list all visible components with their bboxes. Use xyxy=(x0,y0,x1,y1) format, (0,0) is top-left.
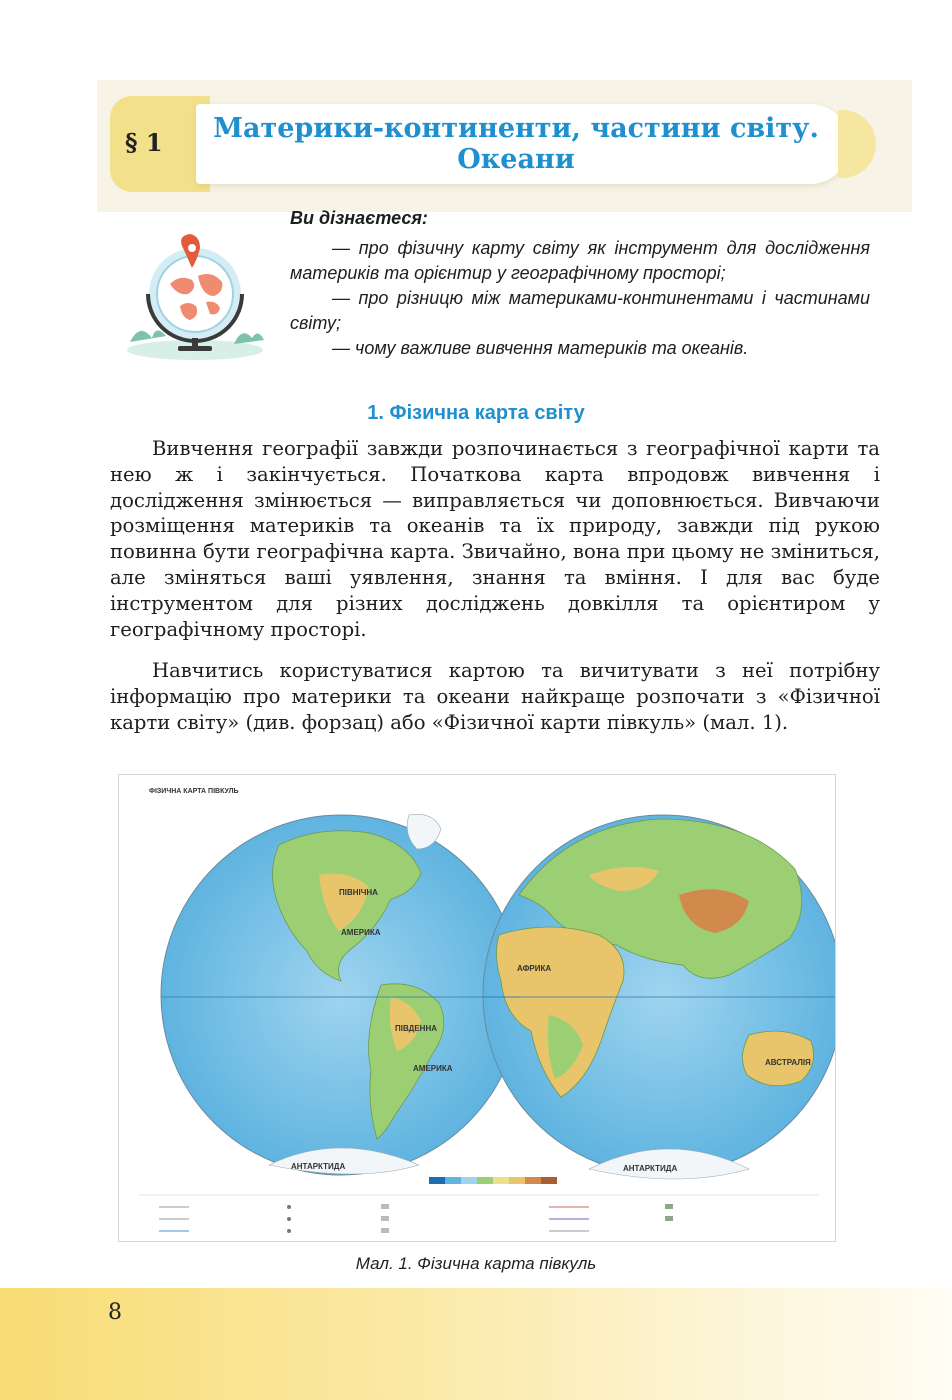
label-africa: АФРИКА xyxy=(517,964,552,973)
globe-illustration xyxy=(122,232,268,362)
section-title-line2: Океани xyxy=(457,144,575,175)
learn-item: — про фізичну карту світу як інструмент для дослідження материків та орієнтир у географічному просторі; xyxy=(290,238,870,283)
label-antarctica-west: АНТАРКТИДА xyxy=(291,1162,346,1171)
learn-item: — про різницю між материками-континентами і частинами світу; xyxy=(290,288,870,333)
map-legend xyxy=(139,1195,819,1233)
section-number: § 1 xyxy=(125,128,163,157)
hemispheres-map xyxy=(119,775,835,1241)
learn-heading: Ви дізнаєтеся: xyxy=(290,208,428,228)
label-north-america-1: ПІВНІЧНА xyxy=(339,888,378,897)
label-south-america-2: АМЕРИКА xyxy=(413,1064,453,1073)
learn-item: — чому важливе вивчення материків та океанів. xyxy=(332,338,749,358)
elevation-scale xyxy=(429,1177,557,1184)
body-paragraph: Вивчення географії завжди розпочинається з географічної карти та нею ж і закінчується. Початкова карта впродовж вивчення і дослідження змінюється — виправляється чи доповнюється. Вивчаючи розміщення материків та океанів та їх природу, завжди під рукою повинна бути географічна карта. Звичайно, вона при цьому не зміниться, але зміняться ваші уявлення, знання та вміння. І для вас буде інструментом для різних досліджень довкілля та орієнтиром у географічному просторі. xyxy=(110,437,880,641)
label-south-america-1: ПІВДЕННА xyxy=(395,1024,438,1033)
label-australia: АВСТРАЛІЯ xyxy=(765,1058,811,1067)
learn-list xyxy=(290,236,870,361)
section-title-line1: Материки-континенти, частини світу. xyxy=(213,113,819,144)
label-north-america-2: АМЕРИКА xyxy=(341,928,381,937)
footer-band xyxy=(0,1288,952,1400)
subsection-heading: 1. Фізична карта світу xyxy=(367,402,585,424)
section-title xyxy=(196,113,836,175)
body-paragraph: Навчитись користуватися картою та вичитувати з неї потрібну інформацію про материки та океани найкраще розпочати з «Фізичної карти світу» (див. форзац) або «Фізичної карти півкуль» (мал. 1). xyxy=(110,659,880,734)
label-antarctica-east: АНТАРКТИДА xyxy=(623,1164,678,1173)
figure-caption: Мал. 1. Фізична карта півкуль xyxy=(355,1254,597,1273)
hemispheres-map-figure xyxy=(118,774,836,1242)
map-title: ФІЗИЧНА КАРТА ПІВКУЛЬ xyxy=(149,788,239,795)
page-number: 8 xyxy=(108,1300,122,1325)
